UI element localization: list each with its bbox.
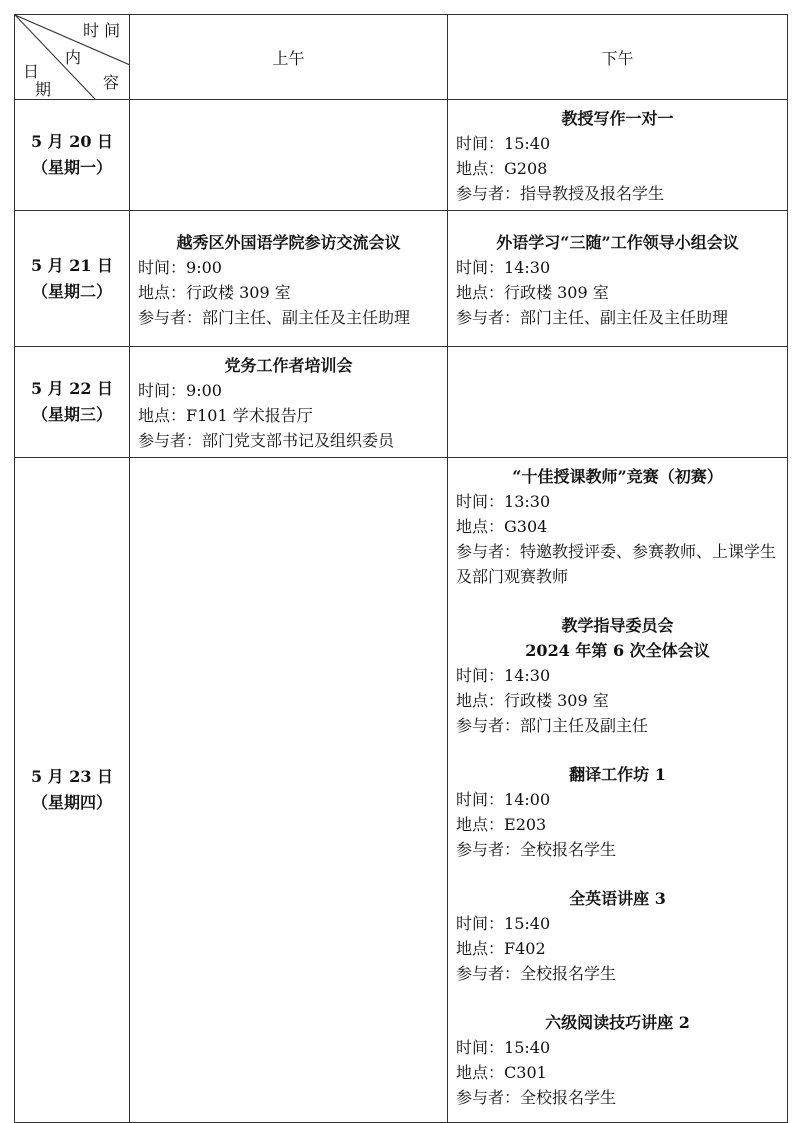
event-participants-value: 部门党支部书记及组织委员 xyxy=(202,431,395,450)
date-label: 5 月 22 日 xyxy=(30,379,114,398)
weekday-label: （星期四） xyxy=(31,793,112,812)
event-time-value: 14:30 xyxy=(504,257,551,277)
event-participants-label: 参与者： xyxy=(456,542,521,561)
date-cell xyxy=(15,100,130,211)
event-time-label: 时间： xyxy=(138,257,187,277)
event-title: 翻译工作坊 1 xyxy=(569,765,666,784)
event-time-value: 15:40 xyxy=(504,1038,551,1057)
event-time-line xyxy=(456,489,779,514)
event-block xyxy=(138,353,439,453)
corner-label-content-1: 内 xyxy=(65,48,82,67)
event-participants-line xyxy=(456,181,779,206)
event-participants-value: 部门主任及副主任 xyxy=(520,716,649,735)
event-title: 六级阅读技巧讲座 2 xyxy=(545,1013,690,1032)
day-row xyxy=(15,100,788,211)
afternoon-cell xyxy=(448,458,788,1123)
event-time-label: 时间： xyxy=(456,134,505,153)
morning-cell xyxy=(130,211,448,347)
event-time-value: 9:00 xyxy=(186,381,222,400)
event-title: 教学指导委员会 xyxy=(561,616,674,635)
weekday-label: （星期二） xyxy=(31,281,112,301)
event-place-value: 行政楼 309 室 xyxy=(504,691,609,710)
event-place-line xyxy=(456,514,779,539)
event-time-line xyxy=(456,663,779,688)
event-block xyxy=(456,1010,779,1110)
corner-label-date-2: 期 xyxy=(35,80,52,99)
event-place-value: F101 学术报告厅 xyxy=(186,406,313,425)
event-place-line xyxy=(456,936,779,961)
event-place-value: 行政楼 309 室 xyxy=(186,282,291,302)
event-time-line xyxy=(138,378,439,403)
event-block xyxy=(456,464,779,589)
event-participants-line xyxy=(138,305,439,330)
event-place-line xyxy=(456,812,779,837)
event-place-label: 地点： xyxy=(456,1063,505,1082)
event-place-line xyxy=(456,688,779,713)
weekday-label: （星期一） xyxy=(31,158,112,177)
event-participants-label: 参与者： xyxy=(456,716,521,735)
event-place-label: 地点： xyxy=(138,406,187,425)
event-time-label: 时间： xyxy=(456,666,505,685)
event-place-label: 地点： xyxy=(456,815,505,834)
event-participants-label: 参与者： xyxy=(456,1088,521,1107)
morning-cell xyxy=(130,100,448,211)
event-participants-value: 部门主任、副主任及主任助理 xyxy=(520,307,729,327)
event-participants-line xyxy=(456,713,779,738)
event-time-line xyxy=(456,255,779,280)
column-header-morning: 上午 xyxy=(130,15,448,100)
event-participants-line xyxy=(456,961,779,986)
event-participants-label: 参与者： xyxy=(456,307,521,327)
event-title: 教授写作一对一 xyxy=(561,109,674,128)
event-place-value: G304 xyxy=(504,517,548,536)
weekday-label: （星期三） xyxy=(31,405,112,424)
afternoon-cell xyxy=(448,100,788,211)
event-time-label: 时间： xyxy=(456,492,505,511)
event-participants-value: 全校报名学生 xyxy=(520,1088,617,1107)
corner-label-time: 时 间 xyxy=(83,21,121,40)
event-title: “十佳授课教师”竞赛（初赛） xyxy=(512,467,723,486)
event-time-value: 15:40 xyxy=(504,134,551,153)
event-participants-value: 全校报名学生 xyxy=(520,840,617,859)
event-time-label: 时间： xyxy=(456,790,505,809)
date-label: 5 月 21 日 xyxy=(30,255,114,275)
event-place-label: 地点： xyxy=(456,159,505,178)
event-place-label: 地点： xyxy=(456,939,505,958)
event-time-label: 时间： xyxy=(138,381,187,400)
event-place-line xyxy=(456,1060,779,1085)
corner-label-content-2: 容 xyxy=(103,73,120,92)
event-participants-line xyxy=(456,539,779,589)
date-cell xyxy=(15,347,130,458)
event-block xyxy=(456,230,779,330)
day-row xyxy=(15,347,788,458)
event-participants-line xyxy=(456,837,779,862)
event-place-value: E203 xyxy=(504,815,547,834)
event-time-line xyxy=(456,911,779,936)
event-place-line xyxy=(456,280,779,305)
event-place-line xyxy=(138,403,439,428)
event-time-value: 15:40 xyxy=(504,914,551,933)
event-time-value: 14:00 xyxy=(504,790,551,809)
event-place-value: 行政楼 309 室 xyxy=(504,282,609,302)
event-place-label: 地点： xyxy=(456,517,505,536)
event-block xyxy=(138,230,439,330)
event-time-value: 14:30 xyxy=(504,666,551,685)
event-time-line xyxy=(456,787,779,812)
event-participants-value: 指导教授及报名学生 xyxy=(520,184,665,203)
corner-label-date-1: 日 xyxy=(23,62,40,81)
event-time-label: 时间： xyxy=(456,1038,505,1057)
event-participants-label: 参与者： xyxy=(138,307,203,327)
event-block xyxy=(456,762,779,862)
event-place-label: 地点： xyxy=(456,691,505,710)
event-block xyxy=(456,886,779,986)
header-row xyxy=(15,15,788,100)
date-label: 5 月 23 日 xyxy=(30,767,114,786)
afternoon-cell xyxy=(448,347,788,458)
event-participants-line xyxy=(456,305,779,330)
event-participants-label: 参与者： xyxy=(456,964,521,983)
date-label: 5 月 20 日 xyxy=(30,132,114,151)
event-participants-line xyxy=(138,428,439,453)
event-place-label: 地点： xyxy=(456,282,505,302)
morning-cell xyxy=(130,458,448,1123)
event-place-value: G208 xyxy=(504,159,548,178)
column-header-afternoon: 下午 xyxy=(448,15,788,100)
event-place-label: 地点： xyxy=(138,282,187,302)
date-cell xyxy=(15,211,130,347)
day-row xyxy=(15,211,788,347)
event-title-line-2: 2024 年第 6 次全体会议 xyxy=(525,641,710,660)
event-title: 越秀区外国语学院参访交流会议 xyxy=(176,232,401,252)
event-place-value: F402 xyxy=(504,939,546,958)
schedule-table xyxy=(14,14,788,1123)
event-block xyxy=(456,106,779,206)
event-participants-value: 特邀教授评委、参赛教师、上课学生及部门观赛教师 xyxy=(456,542,777,586)
event-block xyxy=(456,613,779,738)
event-title: 外语学习“三随”工作领导小组会议 xyxy=(496,232,739,252)
event-time-label: 时间： xyxy=(456,914,505,933)
event-time-line xyxy=(456,131,779,156)
event-time-line xyxy=(138,255,439,280)
event-title: 党务工作者培训会 xyxy=(224,356,353,375)
event-title: 全英语讲座 3 xyxy=(569,889,666,908)
event-place-line xyxy=(138,280,439,305)
event-participants-label: 参与者： xyxy=(456,184,521,203)
diagonal-header-cell xyxy=(15,15,130,100)
event-place-value: C301 xyxy=(504,1063,547,1082)
event-time-label: 时间： xyxy=(456,257,505,277)
event-participants-value: 部门主任、副主任及主任助理 xyxy=(202,307,411,327)
event-participants-label: 参与者： xyxy=(138,431,203,450)
event-place-line xyxy=(456,156,779,181)
event-participants-line xyxy=(456,1085,779,1110)
event-participants-value: 全校报名学生 xyxy=(520,964,617,983)
morning-cell xyxy=(130,347,448,458)
event-time-line xyxy=(456,1035,779,1060)
day-row xyxy=(15,458,788,1123)
event-time-value: 9:00 xyxy=(186,257,222,277)
event-participants-label: 参与者： xyxy=(456,840,521,859)
afternoon-cell xyxy=(448,211,788,347)
event-time-value: 13:30 xyxy=(504,492,551,511)
date-cell xyxy=(15,458,130,1123)
